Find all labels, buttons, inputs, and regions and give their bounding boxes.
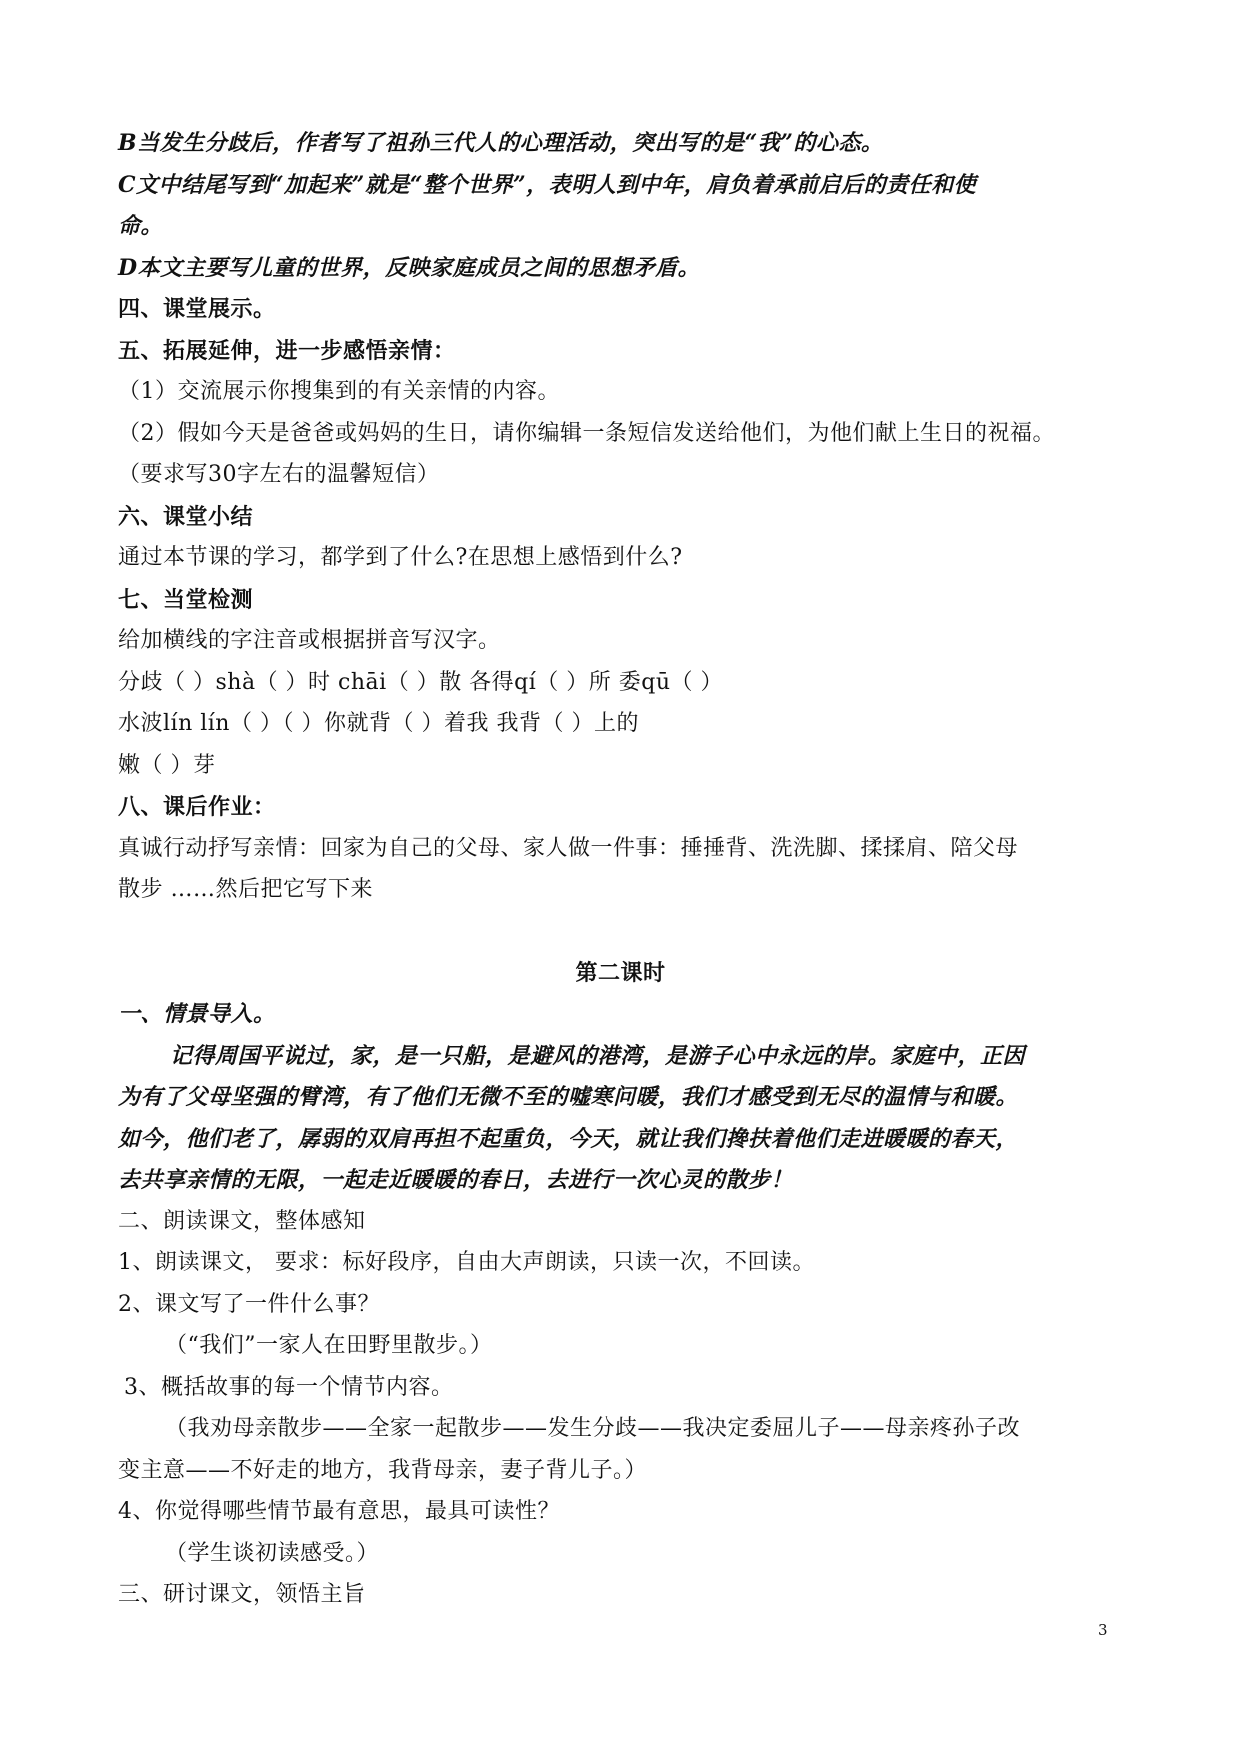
intro-paragraph: 如今，他们老了，孱弱的双肩再担不起重负，今天，就让我们搀扶着他们走进暖暖的春天， xyxy=(118,1126,1019,1152)
intro-paragraph: 去共享亲情的无限，一起走近暖暖的春日，去进行一次心灵的散步！ xyxy=(118,1167,794,1193)
paragraph: （1）交流展示你搜集到的有关亲情的内容。 xyxy=(118,379,560,404)
paragraph: 3、概括故事的每一个情节内容。 xyxy=(124,1375,454,1400)
section-heading-4: 四、课堂展示。 xyxy=(118,296,276,322)
option-b: B当发生分歧后，作者写了祖孙三代人的心理活动，突出写的是“我”的心态。 xyxy=(118,130,884,156)
section-heading-5: 五、拓展延伸，进一步感悟亲情： xyxy=(118,338,456,364)
paragraph: 1、朗读课文， 要求：标好段序，自由大声朗读，只读一次，不回读。 xyxy=(118,1250,815,1275)
paragraph: 散步 ……然后把它写下来 xyxy=(118,877,373,902)
section-heading-1: 一、情景导入。 xyxy=(118,1001,276,1027)
section-heading-8: 八、课后作业： xyxy=(118,794,276,820)
paragraph: 给加横线的字注音或根据拼音写汉字。 xyxy=(118,628,501,653)
answer-line: （学生谈初读感受。） xyxy=(165,1541,380,1566)
section-heading-6: 六、课堂小结 xyxy=(118,504,254,530)
paragraph: 2、课文写了一件什么事？ xyxy=(118,1292,380,1317)
answer-line: 变主意——不好走的地方，我背母亲，妻子背儿子。） xyxy=(118,1458,648,1483)
section-heading-7: 七、当堂检测 xyxy=(118,587,254,613)
intro-paragraph: 为有了父母坚强的臂湾，有了他们无微不至的嘘寒问暖，我们才感受到无尽的温情与和暖。 xyxy=(118,1084,1019,1110)
paragraph: （2）假如今天是爸爸或妈妈的生日，请你编辑一条短信发送给他们，为他们献上生日的祝福。 xyxy=(118,421,1056,446)
exercise-line: 嫩（ ）芽 xyxy=(118,753,216,778)
section-heading-3: 三、研讨课文，领悟主旨 xyxy=(118,1582,366,1607)
answer-line: （“我们”一家人在田野里散步。） xyxy=(165,1333,493,1358)
option-c-continued: 命。 xyxy=(118,213,164,239)
exercise-line: 水波lín lín（ ）（ ）你就背（ ）着我 我背（ ）上的 xyxy=(118,711,639,736)
option-d: D本文主要写儿童的世界，反映家庭成员之间的思想矛盾。 xyxy=(118,255,701,281)
section-heading-2: 二、朗读课文，整体感知 xyxy=(118,1209,366,1234)
exercise-line: 分歧（ ）shà（ ）时 chāi（ ）散 各得qí（ ）所 委qū（ ） xyxy=(118,670,724,695)
paragraph: （要求写30字左右的温馨短信） xyxy=(118,462,440,487)
intro-paragraph: 记得周国平说过，家，是一只船，是避风的港湾，是游子心中永远的岸。家庭中，正因 xyxy=(170,1043,1026,1069)
option-c: C文中结尾写到“加起来”就是“整个世界”，表明人到中年，肩负着承前启后的责任和使 xyxy=(118,172,977,198)
page-number: 3 xyxy=(1098,1621,1108,1639)
lesson-title: 第二课时 xyxy=(575,960,666,986)
answer-line: （我劝母亲散步——全家一起散步——发生分歧——我决定委屈儿子——母亲疼孙子改 xyxy=(165,1416,1021,1441)
paragraph: 真诚行动抒写亲情：回家为自己的父母、家人做一件事：捶捶背、洗洗脚、揉揉肩、陪父母 xyxy=(118,836,1019,861)
paragraph: 4、你觉得哪些情节最有意思，最具可读性？ xyxy=(118,1499,560,1524)
paragraph: 通过本节课的学习，都学到了什么?在思想上感悟到什么? xyxy=(118,545,683,570)
